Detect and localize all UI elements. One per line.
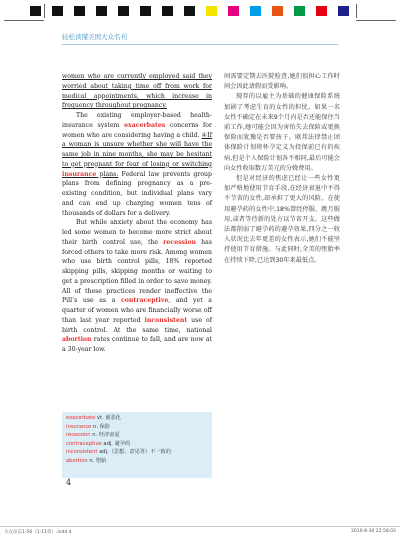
footer-timestamp: 2010-8-30 22:58:02 (351, 529, 396, 534)
vocab-item: abortion n. 堕胎 (66, 457, 107, 464)
vocabulary-box (62, 412, 212, 478)
chinese-paragraph-2: 现存的以雇主为基础的健康保险系统加剧了考虑生育的女性的担忧。如果一名女性不确定在未来9个月内是否还能保住当前工作,她可能会因为害怕失去保险或更换保险而犹豫是否要孩子。联邦法律禁止团体保险计划将怀孕定义为投保前已有的疾病,但是个人保险计划各不相同,最后可能会向女性收取数万美元的分娩费用。 (224, 93, 340, 172)
keyword-insurance: insurance (62, 170, 97, 178)
crop-mark (4, 20, 44, 21)
page-number: 4 (66, 478, 72, 487)
keyword-exacerbates: exacerbates (124, 121, 166, 129)
english-paragraph-2: The existing employer-based health-insurance system exacerbates concerns for women who are considering having a child. ④If a woman is unsure whether she will have the same job in nine months, she may be hesitant to get pregnant for fear of losing or switching insurance plans. Federal law prevents group plans from defining pregnancy as a pre-existing condition, but individual plans vary and can end up charging women tens of thousands of dollars for a delivery. (62, 112, 212, 217)
crop-mark (356, 4, 357, 18)
vocab-item: contraceptive adj. 避孕的 (66, 440, 131, 447)
footer-rule (0, 526, 400, 527)
keyword-abortion: abortion (62, 336, 92, 344)
keyword-inconsistent: inconsistent (144, 316, 188, 324)
crop-mark (44, 4, 45, 18)
header-rule (62, 44, 338, 45)
footer-file-info: 大众杂志1-56（1-11章）.indd 4 (4, 530, 72, 535)
chinese-paragraph-1: 间需要定期去医院检查,她们很担心工作时间会因此请假而受影响。 (224, 73, 340, 91)
chinese-paragraph-3: 但是对经济的焦虑已经让一些女性更加严格地使用节育手段,在经济衰退中不得不节省的女性,却承担了更大的风险。在使用避孕药的女性中,18%曾经停服、跳月服用,或者等待新的处方以节省开支。这些做法都削弱了避孕药的避孕效果,四分之一收入状况比去年更差的女性表示,她们不能坚持使用节育措施。与此同时,全美的堕胎率在持续下降,已达到30年来最低点。 (224, 175, 340, 264)
chinese-column (224, 72, 340, 266)
vocab-item: recession n. 经济衰退 (66, 432, 120, 439)
vocab-item: exacerbate vt. 使恶化 (66, 415, 121, 421)
keyword-recession: recession (163, 238, 197, 246)
running-header: 轻松读懂美国大众名刊 (62, 33, 127, 41)
crop-mark (356, 20, 396, 21)
english-paragraph-3: But while anxiety about the economy has led some women to become more strict about their birth control use, the recession has forced others to take more risk. Among women who use birth control pills, 18% reported skipping pills, skipping months or waiting to get a prescription filled in order to save money. All of these practices render ineffective the Pill’s use as a contraceptive, and yet a quarter of women who are financially worse off than last year reported inconsistent use of birth control. At the same time, national abortion rates continue to fall, and are now at a 30-year low. (62, 219, 212, 353)
english-column (62, 72, 212, 355)
print-color-bar (30, 6, 360, 16)
keyword-contraceptive: contraceptive (120, 297, 169, 305)
vocab-item: insurance n. 保险 (66, 423, 110, 430)
vocab-item: inconsistent adj.（思想、意见等）不一致的 (66, 449, 171, 456)
underlined-sentence-4: ④If a woman is unsure whether she will have the same job in nine months, she may be hesitant to get pregnant for fear of losing or switching insurance plans. (62, 131, 212, 178)
english-paragraph-1: women who are currently employed said they worried about taking time off from work for medical appointments, which increase in frequency throughout pregnancy. (62, 73, 212, 110)
